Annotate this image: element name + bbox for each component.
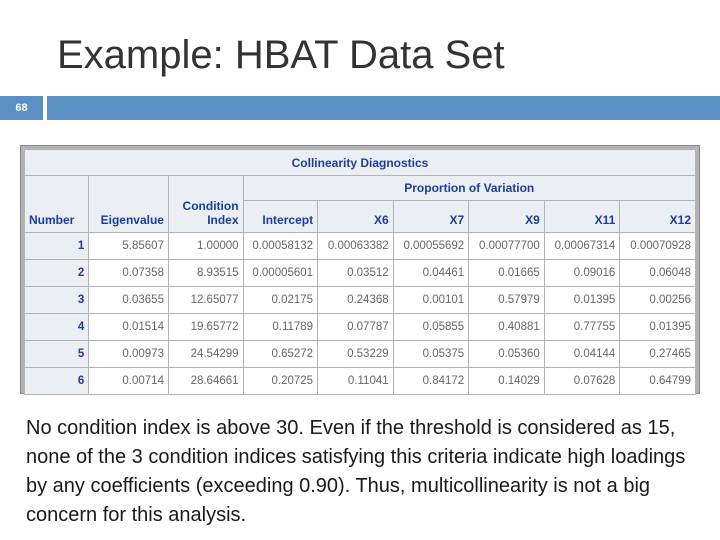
header-bar: [47, 96, 720, 120]
eigenvalue-cell: 5.85607: [89, 233, 168, 259]
condition-index-cell: 24.54299: [169, 341, 243, 367]
x7-cell: 0.05855: [394, 314, 469, 340]
intercept-cell: 0.02175: [244, 287, 318, 313]
condition-index-cell: 28.64661: [169, 368, 243, 394]
condition-index-cell: 19.65772: [169, 314, 243, 340]
x11-cell: 0.07628: [545, 368, 620, 394]
intercept-cell: 0.11789: [244, 314, 318, 340]
x6-cell: 0.03512: [318, 260, 393, 286]
x7-cell: 0.00101: [394, 287, 469, 313]
x7-cell: 0.05375: [394, 341, 469, 367]
slide-body-text: No condition index is above 30. Even if the threshold is considered as 15, none of the 3 condition indices satisfying this criteria indicate high loadings by any coefficients (exceeding 0.90). Thus, multicollinearity is not a big concern for this analysis.: [26, 417, 686, 526]
proportion-of-variation-header: Proportion of Variation: [244, 176, 695, 200]
eigenvalue-cell: 0.00714: [89, 368, 168, 394]
x9-cell: 0.00077700: [469, 233, 544, 259]
x6-cell: 0.07787: [318, 314, 393, 340]
table-row: [25, 341, 695, 367]
collinearity-table-frame: [20, 145, 700, 394]
table-row: [25, 260, 695, 286]
row-number: 2: [25, 260, 88, 286]
row-number: 5: [25, 341, 88, 367]
row-number: 4: [25, 314, 88, 340]
x12-cell: 0.27465: [620, 341, 695, 367]
intercept-cell: 0.00005601: [244, 260, 318, 286]
col-header-x11: X11: [545, 201, 620, 232]
col-header-eigenvalue: Eigenvalue: [89, 176, 168, 232]
x12-cell: 0.64799: [620, 368, 695, 394]
table-row: [25, 314, 695, 340]
x12-cell: 0.06048: [620, 260, 695, 286]
x9-cell: 0.14029: [469, 368, 544, 394]
condition-index-cell: 1.00000: [169, 233, 243, 259]
row-number: 6: [25, 368, 88, 394]
intercept-cell: 0.65272: [244, 341, 318, 367]
x6-cell: 0.24368: [318, 287, 393, 313]
x11-cell: 0.01395: [545, 287, 620, 313]
col-header-intercept: Intercept: [244, 201, 318, 232]
x7-cell: 0.00055692: [394, 233, 469, 259]
intercept-cell: 0.20725: [244, 368, 318, 394]
x9-cell: 0.01665: [469, 260, 544, 286]
condition-index-cell: 8.93515: [169, 260, 243, 286]
x7-cell: 0.04461: [394, 260, 469, 286]
x11-cell: 0.09016: [545, 260, 620, 286]
col-header-x7: X7: [394, 201, 469, 232]
slide-number: 68: [0, 96, 43, 120]
eigenvalue-cell: 0.00973: [89, 341, 168, 367]
x12-cell: 0.01395: [620, 314, 695, 340]
col-header-x6: X6: [318, 201, 393, 232]
x7-cell: 0.84172: [394, 368, 469, 394]
x6-cell: 0.00063382: [318, 233, 393, 259]
eigenvalue-cell: 0.01514: [89, 314, 168, 340]
col-header-number: Number: [25, 176, 88, 232]
x11-cell: 0.77755: [545, 314, 620, 340]
x6-cell: 0.53229: [318, 341, 393, 367]
condition-header-line1: Condition: [182, 199, 239, 213]
x9-cell: 0.57979: [469, 287, 544, 313]
row-number: 3: [25, 287, 88, 313]
x12-cell: 0.00256: [620, 287, 695, 313]
x6-cell: 0.11041: [318, 368, 393, 394]
x9-cell: 0.05360: [469, 341, 544, 367]
col-header-x9: X9: [469, 201, 544, 232]
x11-cell: 0.04144: [545, 341, 620, 367]
intercept-cell: 0.00058132: [244, 233, 318, 259]
table-row: [25, 368, 695, 394]
row-number: 1: [25, 233, 88, 259]
x9-cell: 0.40881: [469, 314, 544, 340]
eigenvalue-cell: 0.07358: [89, 260, 168, 286]
col-header-condition-index: [169, 176, 243, 232]
col-header-x12: X12: [620, 201, 695, 232]
x11-cell: 0.00067314: [545, 233, 620, 259]
collinearity-diagnostics-table: [24, 149, 696, 395]
table-title: Collinearity Diagnostics: [25, 150, 695, 175]
x12-cell: 0.00070928: [620, 233, 695, 259]
slide-title: Example: HBAT Data Set: [57, 33, 505, 77]
condition-index-cell: 12.65077: [169, 287, 243, 313]
eigenvalue-cell: 0.03655: [89, 287, 168, 313]
table-row: [25, 287, 695, 313]
condition-header-line2: Index: [207, 213, 239, 227]
table-row: [25, 233, 695, 259]
